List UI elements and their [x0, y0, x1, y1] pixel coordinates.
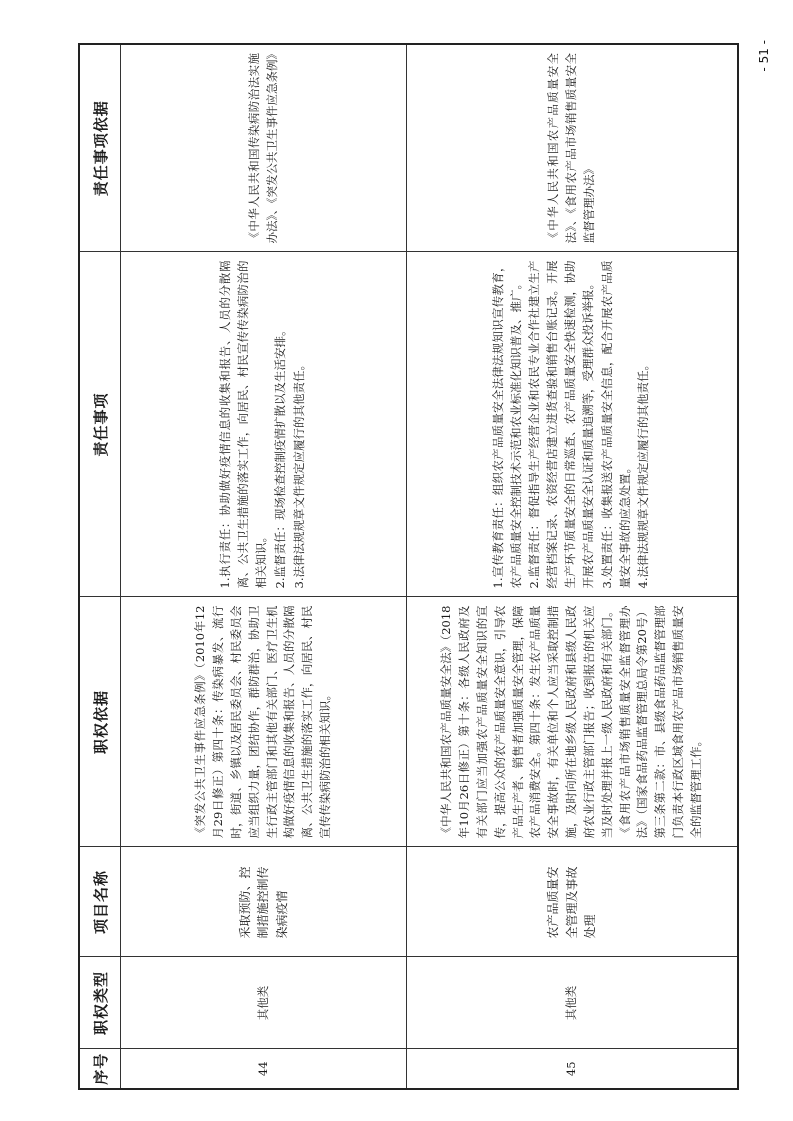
row-resp-cell [407, 44, 739, 252]
header-name: 项目名称 [79, 847, 121, 957]
row-no: 45 [407, 1049, 739, 1089]
row-name: 农产品质量安全管理及事故处理 [546, 866, 598, 939]
row-duties [484, 253, 660, 597]
row-type: 其他类 [407, 957, 739, 1049]
row-basis-cell [121, 597, 407, 847]
rotated-table-container [78, 45, 736, 1090]
row-duty-cell [121, 252, 407, 597]
duty-item: 1.宣传教育责任：组织农产品质量安全法律法规知识宣传教育，农产品质量安全控制技术示范和农业标准化知识普及、推广。 [490, 260, 523, 589]
row-resp: 《中华人民共和国传染病防治法实施办法》、《突发公共卫生事件应急条例》 [246, 48, 279, 244]
row-name-cell [121, 847, 407, 957]
duty-item: 3.处置责任：收集报送农产品质量安全信息，配合开展农产品质量安全事故的应急处置。 [599, 260, 632, 589]
row-no: 44 [121, 1049, 407, 1089]
row-basis-cell [407, 597, 739, 847]
responsibility-table [78, 43, 739, 1090]
row-duty-cell [407, 252, 739, 597]
header-duty: 责任事项 [79, 252, 121, 597]
header-no: 序号 [79, 1049, 121, 1089]
duty-item: 4.法律法规规章文件规定应履行的其他责任。 [636, 359, 651, 589]
table-row [407, 44, 739, 1089]
table-header-row [79, 44, 121, 1089]
header-resp: 责任事项依据 [79, 44, 121, 252]
duty-item: 3.法律法规规章文件规定应履行的其他责任。 [291, 359, 306, 589]
duty-item: 2.监督责任：现场检查控制疫情扩散以及生活安排。 [272, 324, 287, 589]
row-resp: 《中华人民共和国农产品质量安全法》、《食用农产品市场销售质量安全监督管理办法》 [546, 53, 596, 244]
row-duties [211, 253, 315, 597]
row-resp-cell [121, 44, 407, 252]
duty-item: 1.执行责任：协助做好疫情信息的收集和报告、人员的分散隔离、公共卫生措施的落实工作，向居民、村民宣传传染病防治的相关知识。 [218, 260, 269, 589]
row-basis: 《突发公共卫生事件应急条例》（2010年12月29日修正）第四十条：传染病暴发、流行时，街道、乡镇以及居民委员会、村民委员会应当组织力量，团结协作，群防群治，协助卫生行政主管部门和其他有关部门、医疗卫生机构做好疫情信息的收集和报告、人员的分散隔离、公共卫生措施的落实工作，向居民、村民宣传传染病防治的相关知识。 [193, 605, 332, 839]
duty-item: 2.监督责任：督促指导生产经营企业和农民专业合作社建立生产经营档案记录、农资经营店建立进货查验和销售台账记录。开展生产环节质量安全的日常巡查、农产品质量安全快速检测，协助开展农产品质量安全认证和质量追溯等，受理群众投诉举报。 [527, 260, 595, 589]
row-type: 其他类 [121, 957, 407, 1049]
row-name-cell [407, 847, 739, 957]
row-basis: 《中华人民共和国农产品质量安全法》（2018年10月26日修正）第十条：各级人民政府及有关部门应当加强农产品质量安全知识的宣传，提高公众的农产品质量安全意识，引导农产品生产者、销售者加强质量安全管理，保障农产品消费安全。第四十条：发生农产品质量安全事故时，有关单位和个人应当采取控制措施，及时向所在地乡级人民政府和县级人民政府农业行政主管部门报告；收到报告的机关应当及时处理并报上一级人民政府和有关部门。《食用农产品市场销售质量安全监督管理办法》（国家食品药品监督管理总局令第20号）第三条第二款：市、县级食品药品监督管理部门负责本行政区域食用农产品市场销售质量安全的监督管理工作。 [439, 605, 703, 839]
table-row [121, 44, 407, 1089]
page-number: - 51 - [757, 40, 771, 72]
header-basis: 职权依据 [79, 597, 121, 847]
header-type: 职权类型 [79, 957, 121, 1049]
row-name: 采取预防、控制措施控制传染病疫情 [237, 866, 289, 939]
